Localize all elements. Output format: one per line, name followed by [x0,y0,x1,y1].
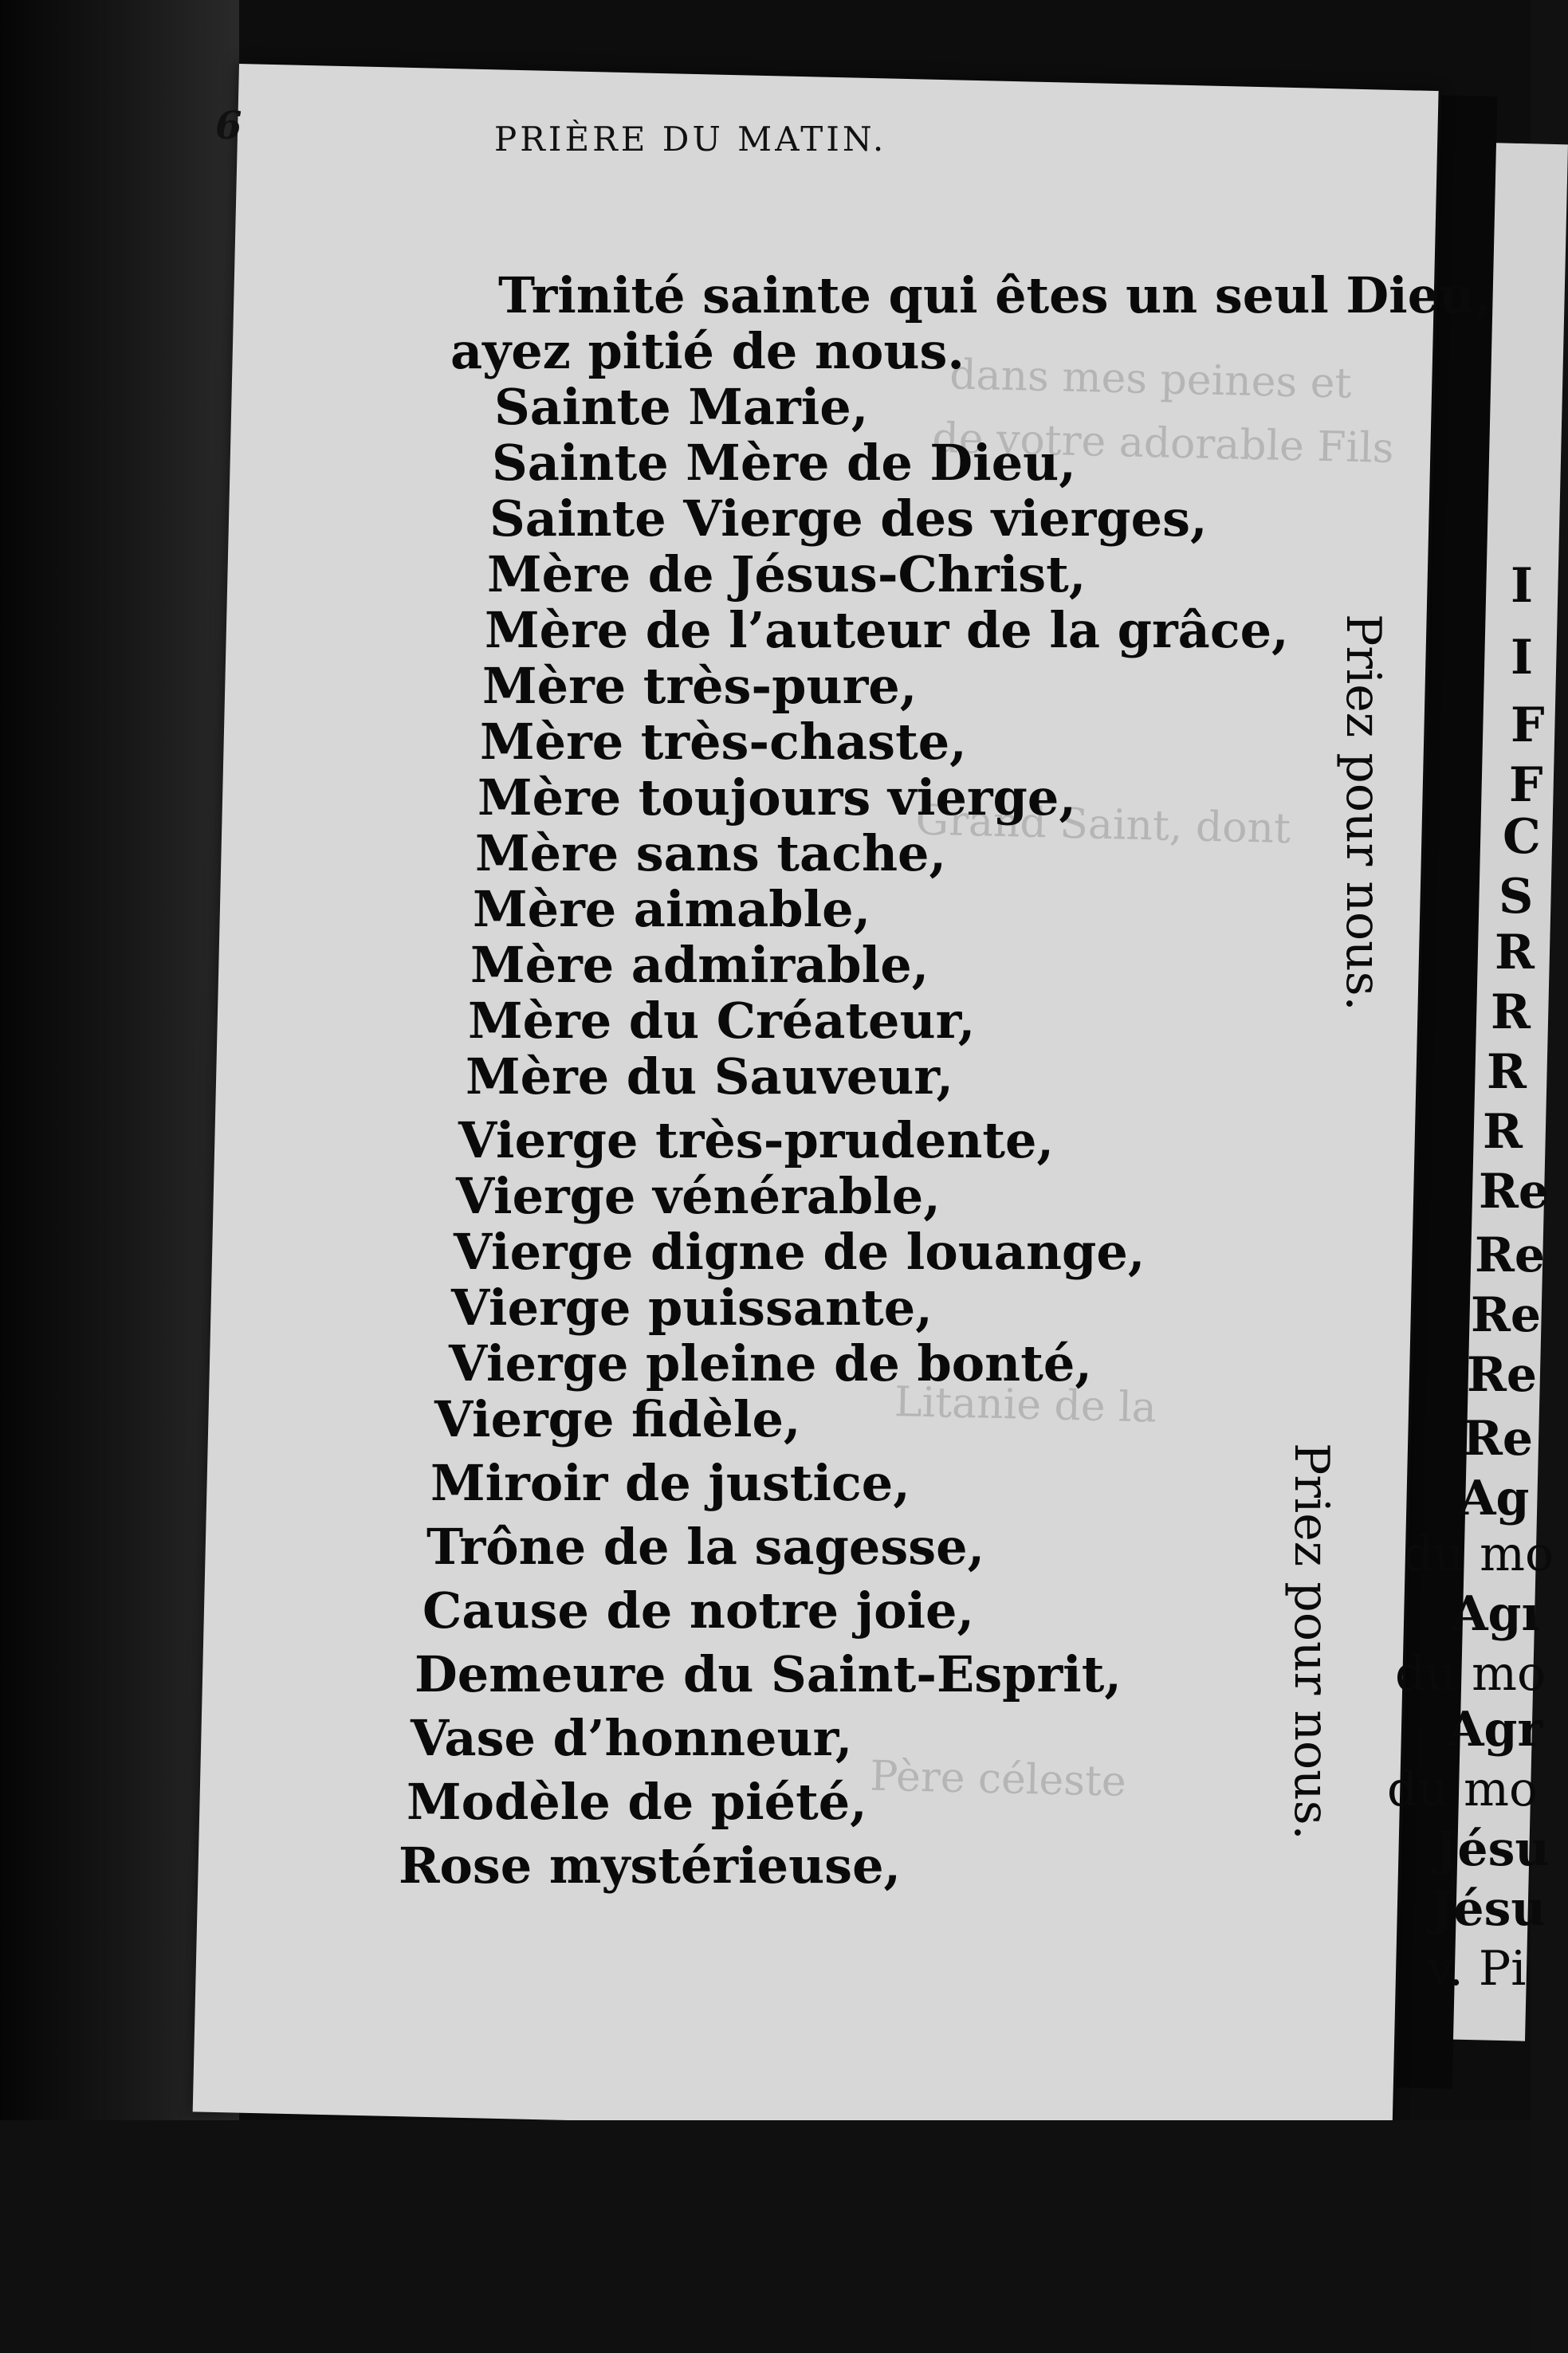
facing-page-fragment: du mo [1387,1762,1539,1817]
litany-invocation: Cause de notre joie, [422,1581,975,1640]
facing-page-fragment: Re [1463,1411,1534,1467]
litany-invocation: Mère très-pure, [482,657,918,715]
litany-invocation: Mère toujours vierge, [477,768,1076,827]
litany-invocation: Vierge fidèle, [434,1390,801,1448]
bleed-through-text: de votre adorable Fils [931,414,1395,473]
facing-page-fragment: du mo [1403,1526,1554,1582]
facing-page-fragment: Re [1471,1287,1542,1343]
facing-page-fragment: Agı [1451,1586,1540,1642]
facing-page-fragment: R [1487,1044,1527,1100]
litany-invocation: Mère sans tache, [475,824,947,882]
facing-page-fragment: Jésu [1435,1821,1550,1877]
bleed-through-text: Père céleste [869,1752,1127,1806]
litany-opening-line: ayez pitié de nous. [450,322,965,380]
litany-invocation: Miroir de justice, [430,1454,910,1512]
litany-invocation: Sainte Vierge des vierges, [489,489,1208,548]
litany-invocation: Mère de Jésus-Christ, [487,545,1087,603]
bleed-through-text: Litanie de la [894,1378,1157,1432]
facing-page-fragment: I [1511,630,1534,685]
litany-invocation: Trône de la sagesse, [426,1518,985,1576]
litany-invocation: Mère du Sauveur, [466,1047,954,1106]
running-head: PRIÈRE DU MATIN. [494,120,887,159]
litany-invocation: Modèle de piété, [407,1773,867,1831]
bleed-through-text: dans mes peines et [949,351,1353,408]
facing-page-fragment: S [1499,869,1534,925]
litany-invocation: Mère aimable, [473,880,871,938]
litany-invocation: Mère de l’auteur de la grâce, [485,601,1289,659]
litany-invocation: Mère du Créateur, [468,992,976,1050]
litany-invocation: Vase d’honneur, [411,1709,853,1767]
litany-invocation: Mère admirable, [470,936,929,994]
litany-invocation: Vierge puissante, [451,1279,933,1337]
litany-invocation: Demeure du Saint-Esprit, [415,1645,1122,1703]
facing-page-fragment: F [1509,757,1543,813]
litany-invocation: Vierge très-prudente, [458,1111,1055,1169]
litany-invocation: Rose mystérieuse, [399,1836,902,1895]
facing-page-fragment: Jésu [1431,1881,1546,1937]
facing-page-fragment: du mo [1395,1646,1546,1702]
litany-invocation: Vierge vénérable, [456,1167,941,1225]
litany-invocation: Mère très-chaste, [480,713,967,771]
facing-page-fragment: Ag [1459,1471,1530,1526]
facing-page-fragment: Agr [1447,1702,1543,1758]
response-priez-pour-nous: Priez pour nous. [1283,1443,1339,1840]
facing-page-fragment: R [1491,984,1531,1040]
response-priez-pour-nous: Priez pour nous. [1335,614,1391,1012]
facing-page-fragment: F [1511,697,1545,753]
bleed-through-text: Grand Saint, dont [914,796,1291,854]
facing-page-fragment: Re [1479,1164,1550,1220]
facing-page-fragment: R [1483,1104,1523,1160]
facing-page-fragment: C [1503,809,1541,865]
facing-page-fragment: R [1495,925,1535,980]
litany-invocation: Vierge pleine de bonté, [449,1334,1092,1393]
facing-page-fragment: v. Pi [1427,1941,1527,1997]
litany-opening-line: Trinité sainte qui êtes un seul Dieu, [498,266,1492,324]
facing-page-fragment: Re [1475,1228,1546,1283]
facing-page-fragment: I [1511,558,1534,614]
litany-invocation: Sainte Mère de Dieu, [492,434,1076,492]
facing-page-fragment: Re [1467,1347,1538,1403]
litany-invocation: Sainte Marie, [494,378,869,436]
litany-invocation: Vierge digne de louange, [454,1223,1146,1281]
page-number: 6 [215,104,242,148]
